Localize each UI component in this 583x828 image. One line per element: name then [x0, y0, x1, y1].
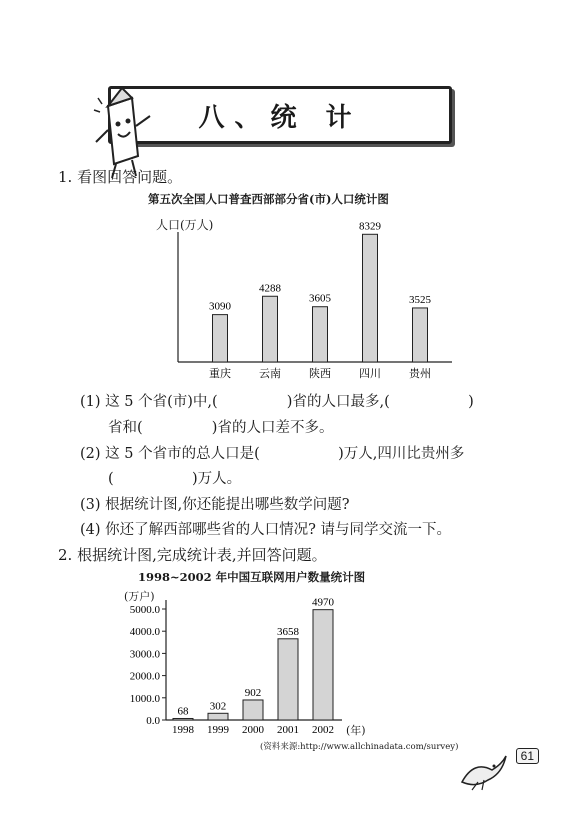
- q1-sub3: (3) 根据统计图,你还能提出哪些数学问题?: [80, 497, 350, 513]
- chart-2-category-label: 2000: [242, 724, 264, 736]
- q1-sub1-line2: 省和( )省的人口差不多。: [108, 420, 334, 436]
- data-source-note: (资料来源:http://www.allchinadata.com/survey): [260, 742, 459, 752]
- chart-1-title: 第五次全国人口普查西部部分省(市)人口统计图: [148, 192, 389, 206]
- chart-2-category-label: 2002: [312, 724, 334, 736]
- chart-2-y-tick-label: 4000.0: [129, 626, 160, 639]
- chart-2-bar: [313, 610, 333, 720]
- chart-1-value-label: 3525: [409, 293, 431, 306]
- page-number: 61: [516, 748, 539, 764]
- q1-sub1-line1: (1) 这 5 个省(市)中,( )省的人口最多,( ): [80, 394, 474, 410]
- chart-2-y-tick-label: 0.0: [146, 715, 160, 727]
- chart-2-category-label: 1999: [207, 724, 229, 736]
- chart-2-bar: [208, 713, 228, 720]
- chart-1-category-label: 陕西: [309, 368, 331, 380]
- question-1-heading: 1. 看图回答问题。: [58, 168, 183, 186]
- chart-1-value-label: 3090: [209, 300, 231, 313]
- chart-2-xunit: (年): [346, 724, 366, 737]
- chart-2-bar: [173, 718, 193, 720]
- chart-1-category-label: 四川: [359, 368, 381, 380]
- chart-2-y-tick-label: 3000.0: [129, 648, 160, 661]
- chart-2-bar: [278, 639, 298, 720]
- chart-2-value-label: 4970: [312, 596, 334, 609]
- chart-2-y-tick-label: 1000.0: [129, 692, 160, 705]
- chart-1-value-label: 3605: [309, 292, 331, 305]
- section-title: 八、统 计: [198, 102, 362, 133]
- chart-1-category-label: 重庆: [209, 368, 231, 380]
- chart-2-ylabel: (万户): [124, 590, 155, 603]
- chart-1-value-label: 8329: [359, 220, 381, 233]
- chart-1-ylabel: 人口(万人): [156, 218, 214, 232]
- q1-sub2-line1: (2) 这 5 个省市的总人口是( )万人,四川比贵州多: [80, 446, 465, 462]
- chart-2-category-label: 1998: [172, 724, 194, 736]
- chart-2-y-tick-label: 5000.0: [129, 604, 160, 616]
- chart-2-y-tick-label: 2000.0: [129, 670, 160, 683]
- chart-2-category-label: 2001: [277, 724, 299, 736]
- chart-2-bar: [243, 700, 263, 720]
- chart-2-value-label: 902: [244, 686, 262, 699]
- chart-2-title: 1998~2002 年中国互联网用户数量统计图: [138, 570, 366, 584]
- question-2-heading: 2. 根据统计图,完成统计表,并回答问题。: [58, 546, 327, 564]
- chart-2-value-label: 3658: [277, 625, 299, 638]
- bird-decoration-icon: [458, 752, 508, 792]
- q1-sub4: (4) 你还了解西部哪些省的人口情况? 请与同学交流一下。: [80, 522, 452, 538]
- chart-2-value-label: 302: [209, 700, 227, 713]
- q1-sub2-line2: ( )万人。: [108, 471, 242, 487]
- chart-2-value-label: 68: [177, 705, 189, 718]
- chart-1-category-label: 云南: [259, 368, 281, 380]
- chart-1-category-label: 贵州: [409, 368, 431, 380]
- chart-1-value-label: 4288: [259, 282, 281, 295]
